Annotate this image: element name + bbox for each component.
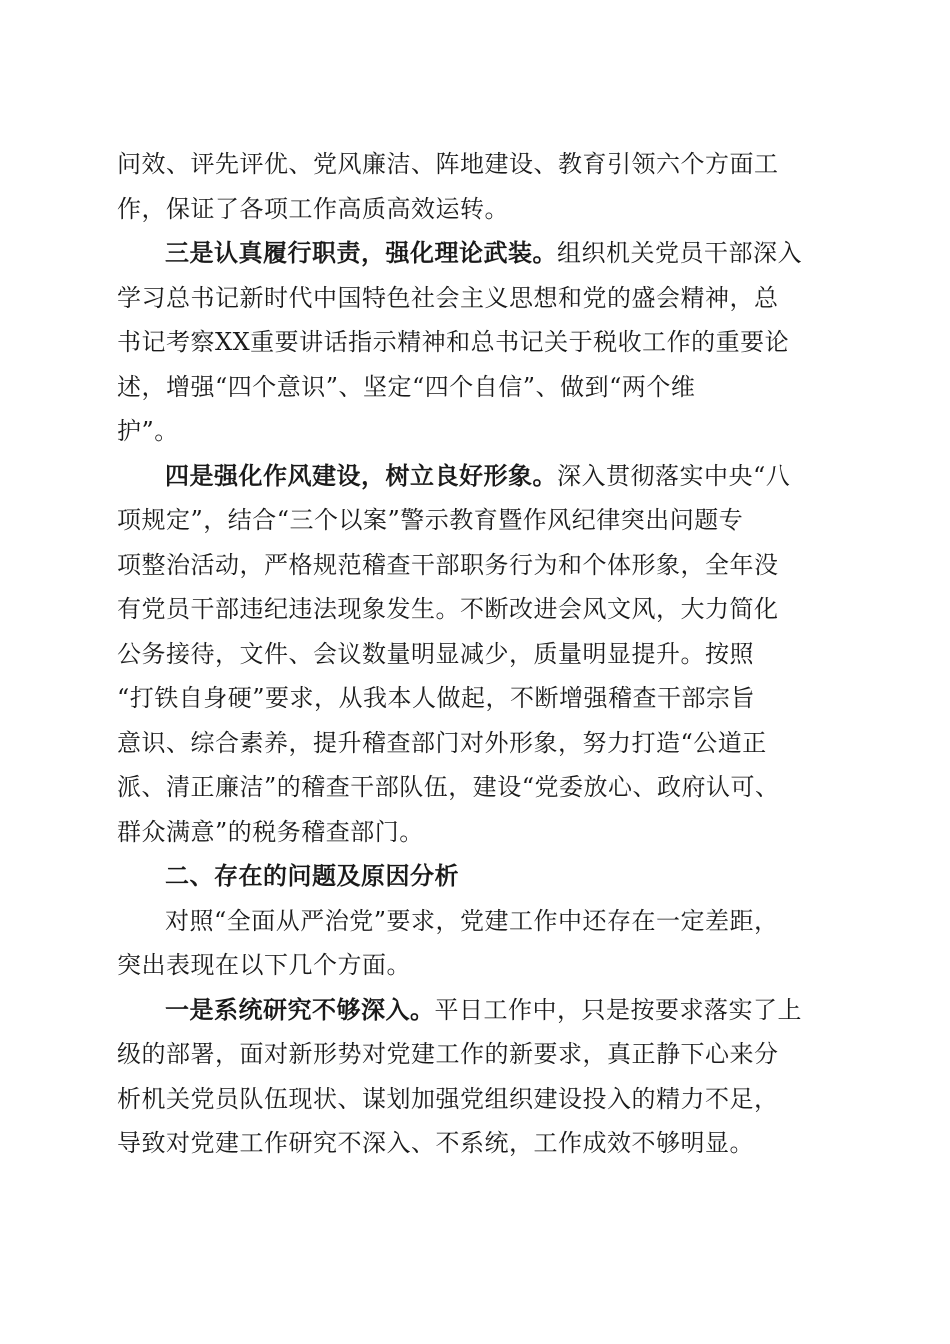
text-line — [117, 231, 837, 276]
text-line: 对照“全面从严治党”要求，党建工作中还存在一定差距， — [165, 906, 779, 935]
text-line: 学习总书记新时代中国特色社会主义思想和党的盛会精神，总 — [117, 283, 779, 312]
text-line: 意识、综合素养，提升稽查部门对外形象，努力打造“公道正 — [117, 728, 767, 757]
text-line — [117, 454, 837, 499]
paragraph-intro — [117, 899, 837, 988]
text-line: 突出表现在以下几个方面。 — [117, 951, 411, 979]
paragraph-lead: 四是强化作风建设，树立良好形象。 — [165, 460, 557, 490]
text-line: 书记考察XX重要讲话指示精神和总书记关于税收工作的重要论 — [117, 328, 790, 356]
text-line: 级的部署，面对新形势对党建工作的新要求，真正静下心来分 — [117, 1040, 779, 1068]
text-line: 项整治活动，严格规范稽查干部职务行为和个体形象，全年没 — [117, 550, 779, 579]
paragraph-work-style — [117, 454, 837, 855]
text-line: 问效、评先评优、党风廉洁、阵地建设、教育引领六个方面工 — [117, 150, 779, 178]
text-line: 析机关党员队伍现状、谋划加强党组织建设投入的精力不足， — [117, 1084, 779, 1113]
document-page — [117, 142, 837, 1166]
paragraph-theory-study — [117, 231, 837, 454]
paragraph-lead: 三是认真履行职责，强化理论武装。 — [165, 238, 557, 267]
text-line: 项规定”，结合“三个以案”警示教育暨作风纪律突出问题专 — [117, 506, 744, 534]
text-line: 有党员干部违纪违法现象发生。不断改进会风文风，大力简化 — [117, 595, 779, 623]
text-line: 导致对党建工作研究不深入、不系统，工作成效不够明显。 — [117, 1129, 754, 1157]
paragraph-continuation — [117, 142, 837, 231]
text-fragment: 平日工作中，只是按要求落实了上 — [434, 995, 802, 1024]
paragraph-research — [117, 988, 837, 1166]
text-line: “打铁自身硬”要求，从我本人做起，不断增强稽查干部宗旨 — [117, 684, 756, 712]
text-fragment: 深入贯彻落实中央“八 — [557, 461, 791, 490]
text-line: 护”。 — [117, 417, 179, 445]
text-line: 公务接待，文件、会议数量明显减少，质量明显提升。按照 — [117, 639, 754, 668]
text-fragment: 组织机关党员干部深入 — [557, 239, 802, 267]
text-line: 派、清正廉洁”的稽查干部队伍，建设“党委放心、政府认可、 — [117, 773, 780, 801]
paragraph-lead: 一是系统研究不够深入。 — [165, 994, 435, 1024]
section-heading: 二、存在的问题及原因分析 — [165, 862, 459, 890]
text-line: 群众满意”的税务稽查部门。 — [117, 817, 424, 846]
text-line — [117, 988, 837, 1033]
text-line: 作，保证了各项工作高质高效运转。 — [117, 194, 509, 223]
text-line: 述，增强“四个意识”、坚定“四个自信”、做到“两个维 — [117, 372, 696, 401]
